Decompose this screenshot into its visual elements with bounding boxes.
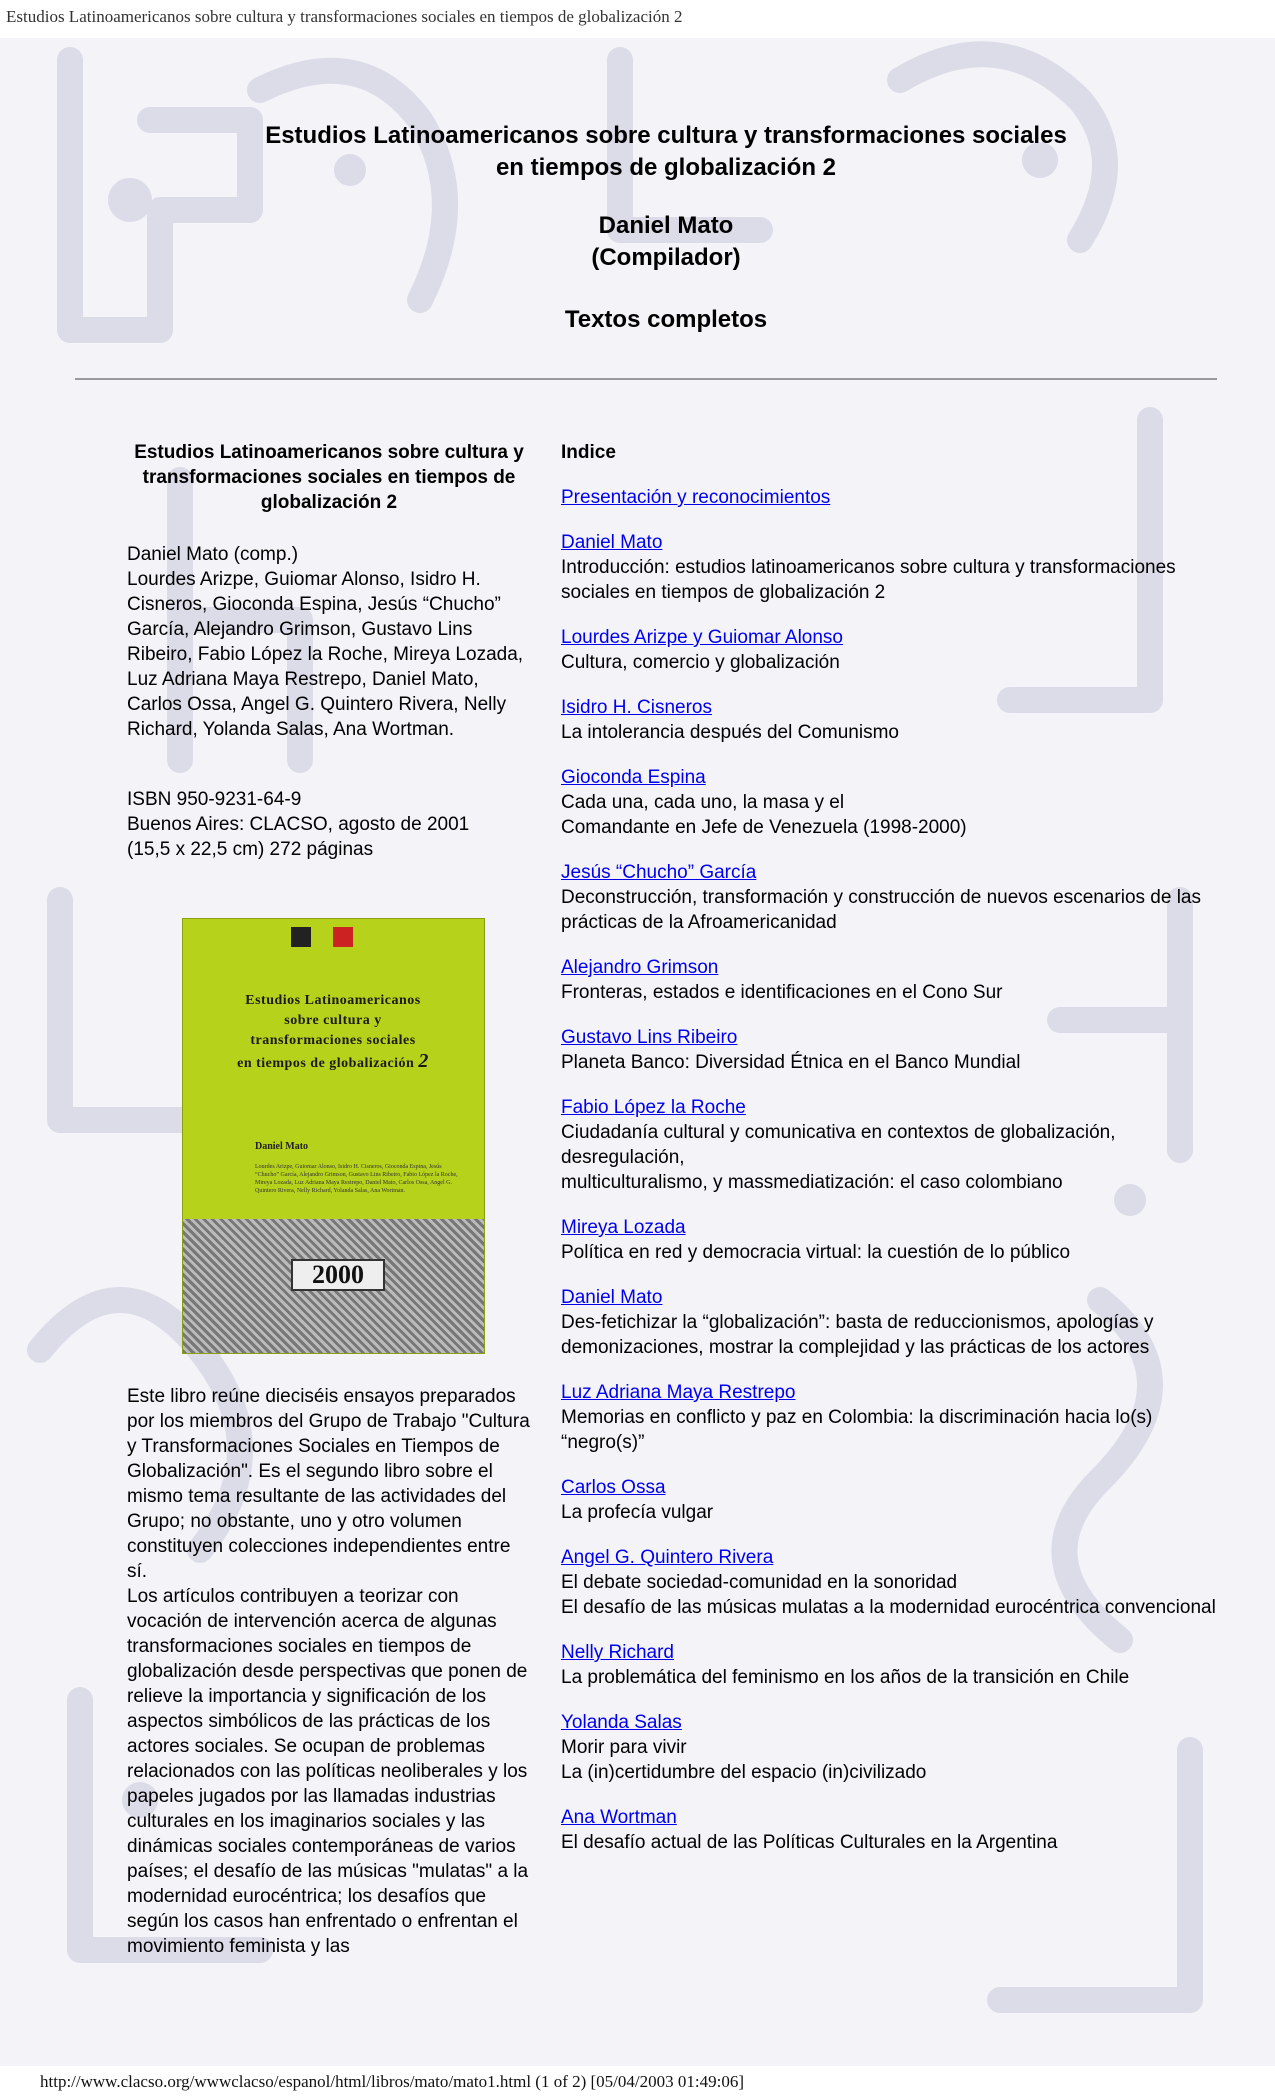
- index-entry-link[interactable]: Angel G. Quintero Rivera: [561, 1547, 774, 1568]
- index-entry-title: Cada una, cada uno, la masa y el: [561, 792, 845, 813]
- index-list: [561, 485, 1221, 1855]
- index-entry-title: La (in)certidumbre del espacio (in)civilizado: [561, 1762, 927, 1783]
- cover-author: Daniel Mato: [255, 1141, 309, 1152]
- index-entry: [561, 1545, 1221, 1620]
- print-header: Estudios Latinoamericanos sobre cultura y transformaciones sociales en tiempos de globalización 2: [0, 0, 1275, 38]
- cover-title-line2: sobre cultura y: [284, 1013, 382, 1028]
- description-paragraph-1: Este libro reúne dieciséis ensayos preparados por los miembros del Grupo de Trabajo "Cultura y Transformaciones Sociales en Tiempos de Globalización". Es el segundo libro sobre el mismo tema resultante de las actividades del Grupo; no obstante, uno y otro volumen constituyen colecciones independientes entre sí.: [127, 1386, 530, 1582]
- index-entry-link[interactable]: Nelly Richard: [561, 1642, 674, 1663]
- index-entry-title: Comandante en Jefe de Venezuela (1998-2000): [561, 817, 967, 838]
- book-title: Estudios Latinoamericanos sobre cultura y transformaciones sociales en tiempos de globalización 2: [134, 442, 524, 513]
- book-authors: [127, 542, 531, 742]
- index-entry-title: Des-fetichizar la “globalización”: basta de reduccionismos, apologías y demonizaciones, mostrar la complejidad y las prácticas de los actores: [561, 1312, 1154, 1358]
- index-column: [561, 440, 1221, 1855]
- cover-title-line4: en tiempos de globalización: [237, 1056, 415, 1071]
- index-entry-link[interactable]: Ana Wortman: [561, 1807, 677, 1828]
- index-entry-link[interactable]: Fabio López la Roche: [561, 1097, 746, 1118]
- book-author-list: Lourdes Arizpe, Guiomar Alonso, Isidro H. Cisneros, Gioconda Espina, Jesús “Chucho” García, Alejandro Grimson, Gustavo Lins Ribeiro, Fabio López la Roche, Mireya Lozada, Luz Adriana Maya Restrepo, Daniel Mato, Carlos Ossa, Angel G. Quintero Rivera, Nelly Richard, Yolanda Salas, Ana Wortman.: [127, 569, 524, 740]
- index-entry-title: Deconstrucción, transformación y construcción de nuevos escenarios de las prácticas de la Afroamericanidad: [561, 887, 1201, 933]
- index-entry-title: Fronteras, estados e identificaciones en el Cono Sur: [561, 982, 1003, 1003]
- book-info-column: [127, 440, 531, 862]
- page-title-line2: en tiempos de globalización 2: [495, 154, 837, 181]
- index-title: Indice: [561, 442, 616, 463]
- book-editor: Daniel Mato (comp.): [127, 544, 299, 565]
- full-texts-heading: Textos completos: [564, 306, 768, 333]
- index-entry: [561, 1640, 1221, 1690]
- index-entry-link[interactable]: Daniel Mato: [561, 1287, 663, 1308]
- cover-photo: [183, 1219, 484, 1353]
- book-format: (15,5 x 22,5 cm) 272 páginas: [127, 839, 374, 860]
- book-isbn: ISBN 950-9231-64-9: [127, 789, 302, 810]
- index-entry: [561, 1710, 1221, 1785]
- index-entry: [561, 530, 1221, 605]
- index-entry-link[interactable]: Luz Adriana Maya Restrepo: [561, 1382, 796, 1403]
- print-footer: http://www.clacso.org/wwwclacso/espanol/html/libros/mato/mato1.html (1 of 2) [05/04/2003 01:49:06]: [0, 2066, 1275, 2100]
- clacso-logo-icon: [333, 927, 353, 947]
- horizontal-rule: [75, 378, 1217, 380]
- index-entry: [561, 1025, 1221, 1075]
- page-title-line1: Estudios Latinoamericanos sobre cultura y transformaciones sociales: [265, 122, 1067, 149]
- cover-title-number: 2: [418, 1050, 429, 1072]
- index-entry-link[interactable]: Carlos Ossa: [561, 1477, 666, 1498]
- index-entry-title: multiculturalismo, y massmediatización: el caso colombiano: [561, 1172, 1063, 1193]
- book-cover-image: [182, 918, 485, 1354]
- index-entry-title: Planeta Banco: Diversidad Étnica en el Banco Mundial: [561, 1052, 1021, 1073]
- index-entry: [561, 1380, 1221, 1455]
- compiler-role: (Compilador): [591, 244, 741, 271]
- cover-title-line3: transformaciones sociales: [250, 1033, 416, 1048]
- index-entry-title: Introducción: estudios latinoamericanos sobre cultura y transformaciones sociales en tiempos de globalización 2: [561, 557, 1176, 603]
- index-entry: [561, 1095, 1221, 1195]
- index-entry-title: La profecía vulgar: [561, 1502, 714, 1523]
- index-entry-title: El debate sociedad-comunidad en la sonoridad: [561, 1572, 958, 1593]
- cover-title: [193, 991, 473, 1074]
- index-entry: [561, 625, 1221, 675]
- index-entry-link[interactable]: Mireya Lozada: [561, 1217, 686, 1238]
- cover-photo-text: 2000: [291, 1259, 385, 1291]
- index-entry-link[interactable]: Jesús “Chucho” García: [561, 862, 757, 883]
- description-paragraph-2: Los artículos contribuyen a teorizar con vocación de intervención acerca de algunas transformaciones sociales en tiempos de globalización desde perspectivas que ponen de relieve la importancia y significación de los aspectos simbólicos de las prácticas de los actores sociales. Se ocupan de problemas relacionados con las políticas neoliberales y los papeles jugados por las llamadas industrias culturales en los imaginarios sociales y las dinámicas sociales contemporáneas de varios países; el desafío de las músicas "mulatas" a la modernidad eurocéntrica; los desafíos que según los casos han enfrentado o enfrentan el movimiento feminista y las: [127, 1586, 529, 1957]
- compiler-name: Daniel Mato: [598, 212, 734, 239]
- index-entry-title: La intolerancia después del Comunismo: [561, 722, 899, 743]
- book-description: [127, 1384, 531, 1959]
- cover-title-line1: Estudios Latinoamericanos: [245, 993, 421, 1008]
- index-entry-link[interactable]: Lourdes Arizpe y Guiomar Alonso: [561, 627, 843, 648]
- index-entry-link[interactable]: Daniel Mato: [561, 532, 663, 553]
- index-entry-title: El desafío de las músicas mulatas a la modernidad eurocéntrica convencional: [561, 1597, 1216, 1618]
- index-entry-link[interactable]: Gustavo Lins Ribeiro: [561, 1027, 738, 1048]
- index-entry: [561, 1475, 1221, 1525]
- cover-author-list: Lourdes Arizpe, Guiomar Alonso, Isidro H. Cisneros, Gioconda Espina, Jesús “Chucho” García, Alejandro Grimson, Gustavo Lins Ribeiro, Fabio López la Roche, Mireya Lozada, Luz Adriana Maya Restrepo, Daniel Mato, Carlos Ossa, Angel G. Quintero Rivera, Nelly Richard, Yolanda Salas, Ana Wortman.: [255, 1164, 458, 1194]
- index-entry-link[interactable]: Gioconda Espina: [561, 767, 706, 788]
- index-entry-link[interactable]: Alejandro Grimson: [561, 957, 719, 978]
- index-entry: [561, 955, 1221, 1005]
- index-entry-title: La problemática del feminismo en los años de la transición en Chile: [561, 1667, 1130, 1688]
- index-entry: [561, 860, 1221, 935]
- publication-info: [127, 787, 531, 862]
- index-entry-title: El desafío actual de las Políticas Culturales en la Argentina: [561, 1832, 1058, 1853]
- book-publisher: Buenos Aires: CLACSO, agosto de 2001: [127, 814, 470, 835]
- index-entry-title: Cultura, comercio y globalización: [561, 652, 840, 673]
- index-entry-title: Morir para vivir: [561, 1737, 687, 1758]
- index-entry: [561, 765, 1221, 840]
- page-title: [0, 120, 1275, 184]
- index-entry: [561, 1285, 1221, 1360]
- compiler-block: [0, 210, 1275, 274]
- index-entry: [561, 1215, 1221, 1265]
- index-entry-title: Memorias en conflicto y paz en Colombia: la discriminación hacia lo(s) “negro(s)”: [561, 1407, 1153, 1453]
- unesco-logo-icon: [291, 927, 311, 947]
- index-entry-title: Política en red y democracia virtual: la cuestión de lo público: [561, 1242, 1071, 1263]
- index-entry: [561, 695, 1221, 745]
- index-entry-link[interactable]: Yolanda Salas: [561, 1712, 682, 1733]
- index-entry-link[interactable]: Isidro H. Cisneros: [561, 697, 712, 718]
- index-entry-title: Ciudadanía cultural y comunicativa en contextos de globalización, desregulación,: [561, 1122, 1116, 1168]
- index-entry: [561, 485, 1221, 510]
- index-entry-link[interactable]: Presentación y reconocimientos: [561, 487, 831, 508]
- index-entry: [561, 1805, 1221, 1855]
